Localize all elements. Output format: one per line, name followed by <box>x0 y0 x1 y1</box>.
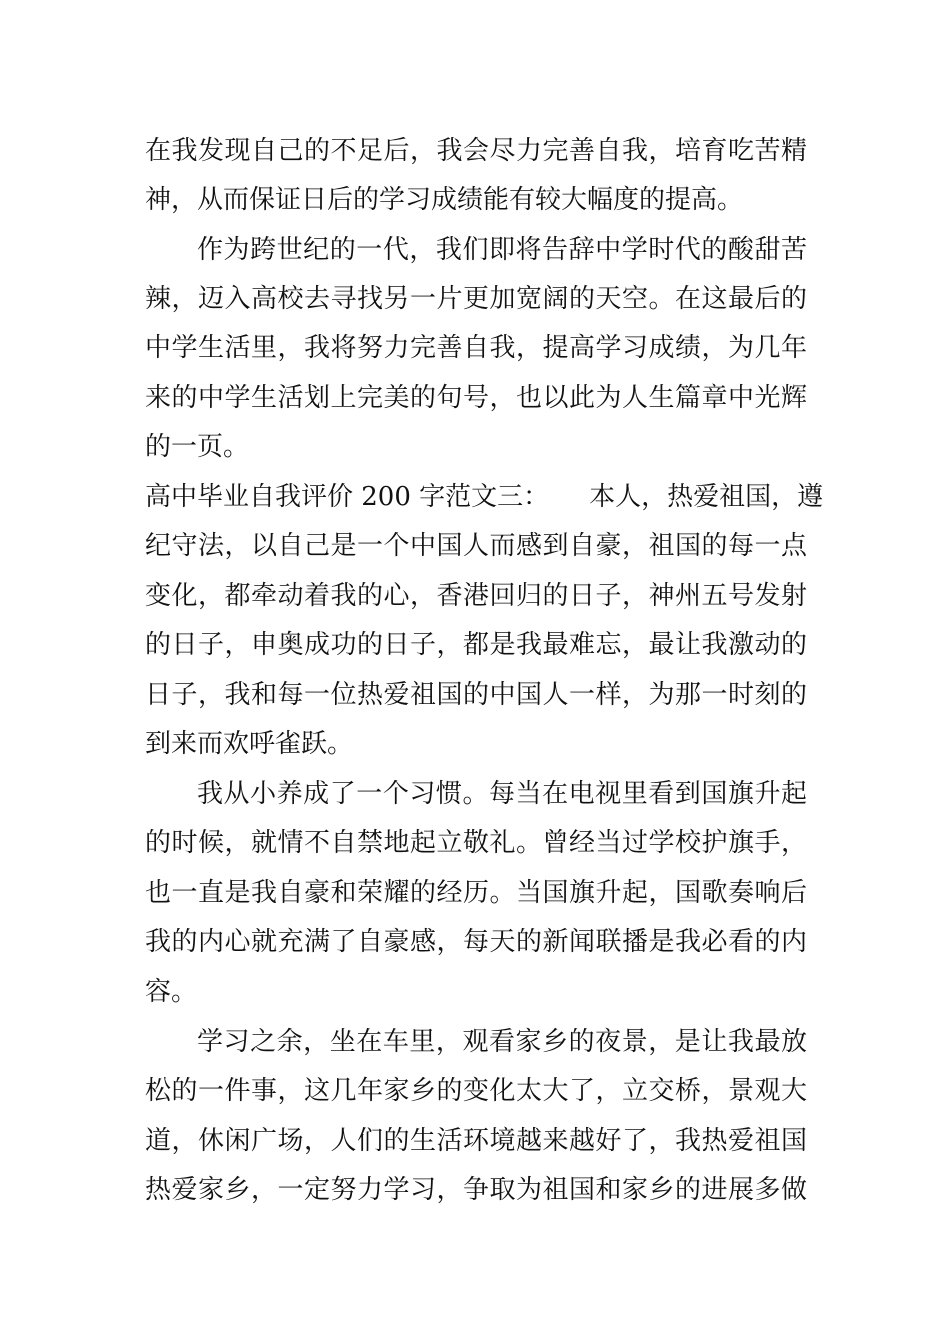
text-line: 道，休闲广场，人们的生活环境越来越好了，我热爱祖国 <box>145 1126 807 1156</box>
text-line: 来的中学生活划上完美的句号，也以此为人生篇章中光辉 <box>145 383 807 413</box>
text-line: 到来而欢呼雀跃。 <box>145 729 354 759</box>
text-line: 纪守法，以自己是一个中国人而感到自豪，祖国的每一点 <box>145 531 807 561</box>
text-line: 日子，我和每一位热爱祖国的中国人一样，为那一时刻的 <box>145 680 807 710</box>
text-line: 容。 <box>145 977 198 1007</box>
section-text: 本人，热爱祖国，遵 <box>589 482 824 512</box>
text-line: 也一直是我自豪和荣耀的经历。当国旗升起，国歌奏响后 <box>145 878 807 908</box>
text-line: 我的内心就充满了自豪感，每天的新闻联播是我必看的内 <box>145 927 807 957</box>
text-line: 的日子，申奥成功的日子，都是我最难忘，最让我激动的 <box>145 630 807 660</box>
text-line: 作为跨世纪的一代，我们即将告辞中学时代的酸甜苦 <box>197 235 807 265</box>
text-line: 学习之余，坐在车里，观看家乡的夜景，是让我最放 <box>197 1027 807 1057</box>
text-line: 在我发现自己的不足后，我会尽力完善自我，培育吃苦精 <box>145 136 807 166</box>
text-line: 松的一件事，这几年家乡的变化太大了，立交桥，景观大 <box>145 1076 807 1106</box>
text-line: 变化，都牵动着我的心，香港回归的日子，神州五号发射 <box>145 581 807 611</box>
section-heading: 高中毕业自我评价 200 字范文三： <box>145 482 550 512</box>
text-line: 中学生活里，我将努力完善自我，提高学习成绩，为几年 <box>145 333 807 363</box>
section-heading-line <box>145 477 824 517</box>
text-line: 的一页。 <box>145 432 250 462</box>
text-line: 我从小养成了一个习惯。每当在电视里看到国旗升起 <box>197 779 807 809</box>
text-line: 的时候，就情不自禁地起立敬礼。曾经当过学校护旗手， <box>145 828 807 858</box>
text-line: 神，从而保证日后的学习成绩能有较大幅度的提高。 <box>145 185 744 215</box>
text-line: 热爱家乡，一定努力学习，争取为祖国和家乡的进展多做 <box>145 1175 807 1205</box>
text-line: 辣，迈入高校去寻找另一片更加宽阔的天空。在这最后的 <box>145 284 807 314</box>
